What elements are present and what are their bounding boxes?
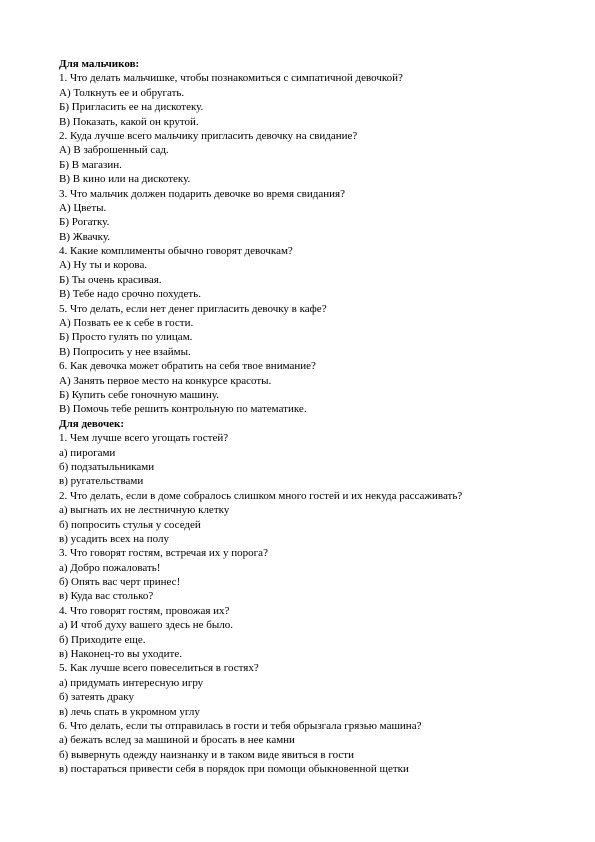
girls-answer-option: а) пирогами <box>59 446 116 459</box>
girls-question: 5. Как лучше всего повеселиться в гостях? <box>59 662 259 675</box>
girls-answer-option: а) бежать вслед за машиной и бросать в нее камни <box>59 734 295 747</box>
girls-answer-option: б) Опять вас черт принес! <box>59 576 181 589</box>
girls-answer-option: б) попросить стулья у соседей <box>59 518 201 531</box>
quiz-document <box>59 57 559 777</box>
boys-answer-option: А) Цветы. <box>59 201 107 214</box>
boys-section <box>59 57 559 417</box>
boys-answer-option: А) Позвать ее к себе в гости. <box>59 317 194 330</box>
boys-answer-option: В) Попросить у нее взаймы. <box>59 345 191 358</box>
girls-answer-option: б) затеять драку <box>59 691 134 704</box>
girls-answer-option: б) подзатыльниками <box>59 460 155 473</box>
boys-question: 3. Что мальчик должен подарить девочке во время свидания? <box>59 187 345 200</box>
boys-answer-option: В) Показать, какой он крутой. <box>59 115 199 128</box>
boys-answer-option: Б) В магазин. <box>59 158 122 171</box>
boys-answer-option: А) Занять первое место на конкурсе красоты. <box>59 374 272 387</box>
girls-question: 4. Что говорят гостям, провожая их? <box>59 604 230 617</box>
girls-answer-option: в) ругательствами <box>59 475 144 488</box>
girls-answer-option: а) Добро пожаловать! <box>59 561 161 574</box>
boys-question: 5. Что делать, если нет денег пригласить девочку в кафе? <box>59 302 327 315</box>
girls-question: 6. Что делать, если ты отправилась в гости и тебя обрызгала грязью машина? <box>59 719 422 732</box>
boys-question: 6. Как девочка может обратить на себя твое внимание? <box>59 360 316 373</box>
girls-answer-option: в) Куда вас столько? <box>59 590 154 603</box>
girls-answer-option: а) выгнать их не лестничную клетку <box>59 504 230 517</box>
boys-answer-option: Б) Пригласить ее на дискотеку. <box>59 101 204 114</box>
girls-question: 2. Что делать, если в доме собралось слишком много гостей и их некуда рассаживать? <box>59 489 463 502</box>
boys-answer-option: В) Тебе надо срочно похудеть. <box>59 288 201 301</box>
girls-answer-option: б) вывернуть одежду наизнанку и в таком виде явиться в гости <box>59 748 354 761</box>
girls-answer-option: б) Приходите еще. <box>59 633 146 646</box>
boys-answer-option: В) Жвачку. <box>59 230 110 243</box>
boys-answer-option: В) В кино или на дискотеку. <box>59 173 191 186</box>
boys-answer-option: Б) Ты очень красивая. <box>59 273 162 286</box>
girls-section-heading: Для девочек: <box>59 417 125 430</box>
boys-answer-option: Б) Купить себе гоночную машину. <box>59 388 219 401</box>
boys-question: 1. Что делать мальчишке, чтобы познакомиться с симпатичной девочкой? <box>59 72 403 85</box>
girls-answer-option: а) И чтоб духу вашего здесь не было. <box>59 619 234 632</box>
girls-question: 1. Чем лучше всего угощать гостей? <box>59 432 229 445</box>
girls-answer-option: в) лечь спать в укромном углу <box>59 705 200 718</box>
boys-section-heading: Для мальчиков: <box>59 58 140 70</box>
girls-section <box>59 417 559 777</box>
boys-answer-option: Б) Рогатку. <box>59 216 110 229</box>
boys-question: 4. Какие комплименты обычно говорят девочкам? <box>59 245 293 258</box>
girls-answer-option: в) усадить всех на полу <box>59 532 169 545</box>
girls-answer-option: а) придумать интересную игру <box>59 676 204 689</box>
girls-answer-option: в) Наконец-то вы уходите. <box>59 648 182 661</box>
boys-question: 2. Куда лучше всего мальчику пригласить девочку на свидание? <box>59 129 358 142</box>
boys-answer-option: В) Помочь тебе решить контрольную по математике. <box>59 403 307 416</box>
boys-answer-option: А) Ну ты и корова. <box>59 259 148 272</box>
girls-answer-option: в) постараться привести себя в порядок при помощи обыкновенной щетки <box>59 763 409 776</box>
boys-answer-option: А) В заброшенный сад. <box>59 144 169 157</box>
girls-question: 3. Что говорят гостям, встречая их у порога? <box>59 547 268 560</box>
boys-answer-option: Б) Просто гулять по улицам. <box>59 331 193 344</box>
boys-answer-option: А) Толкнуть ее и обругать. <box>59 86 185 99</box>
